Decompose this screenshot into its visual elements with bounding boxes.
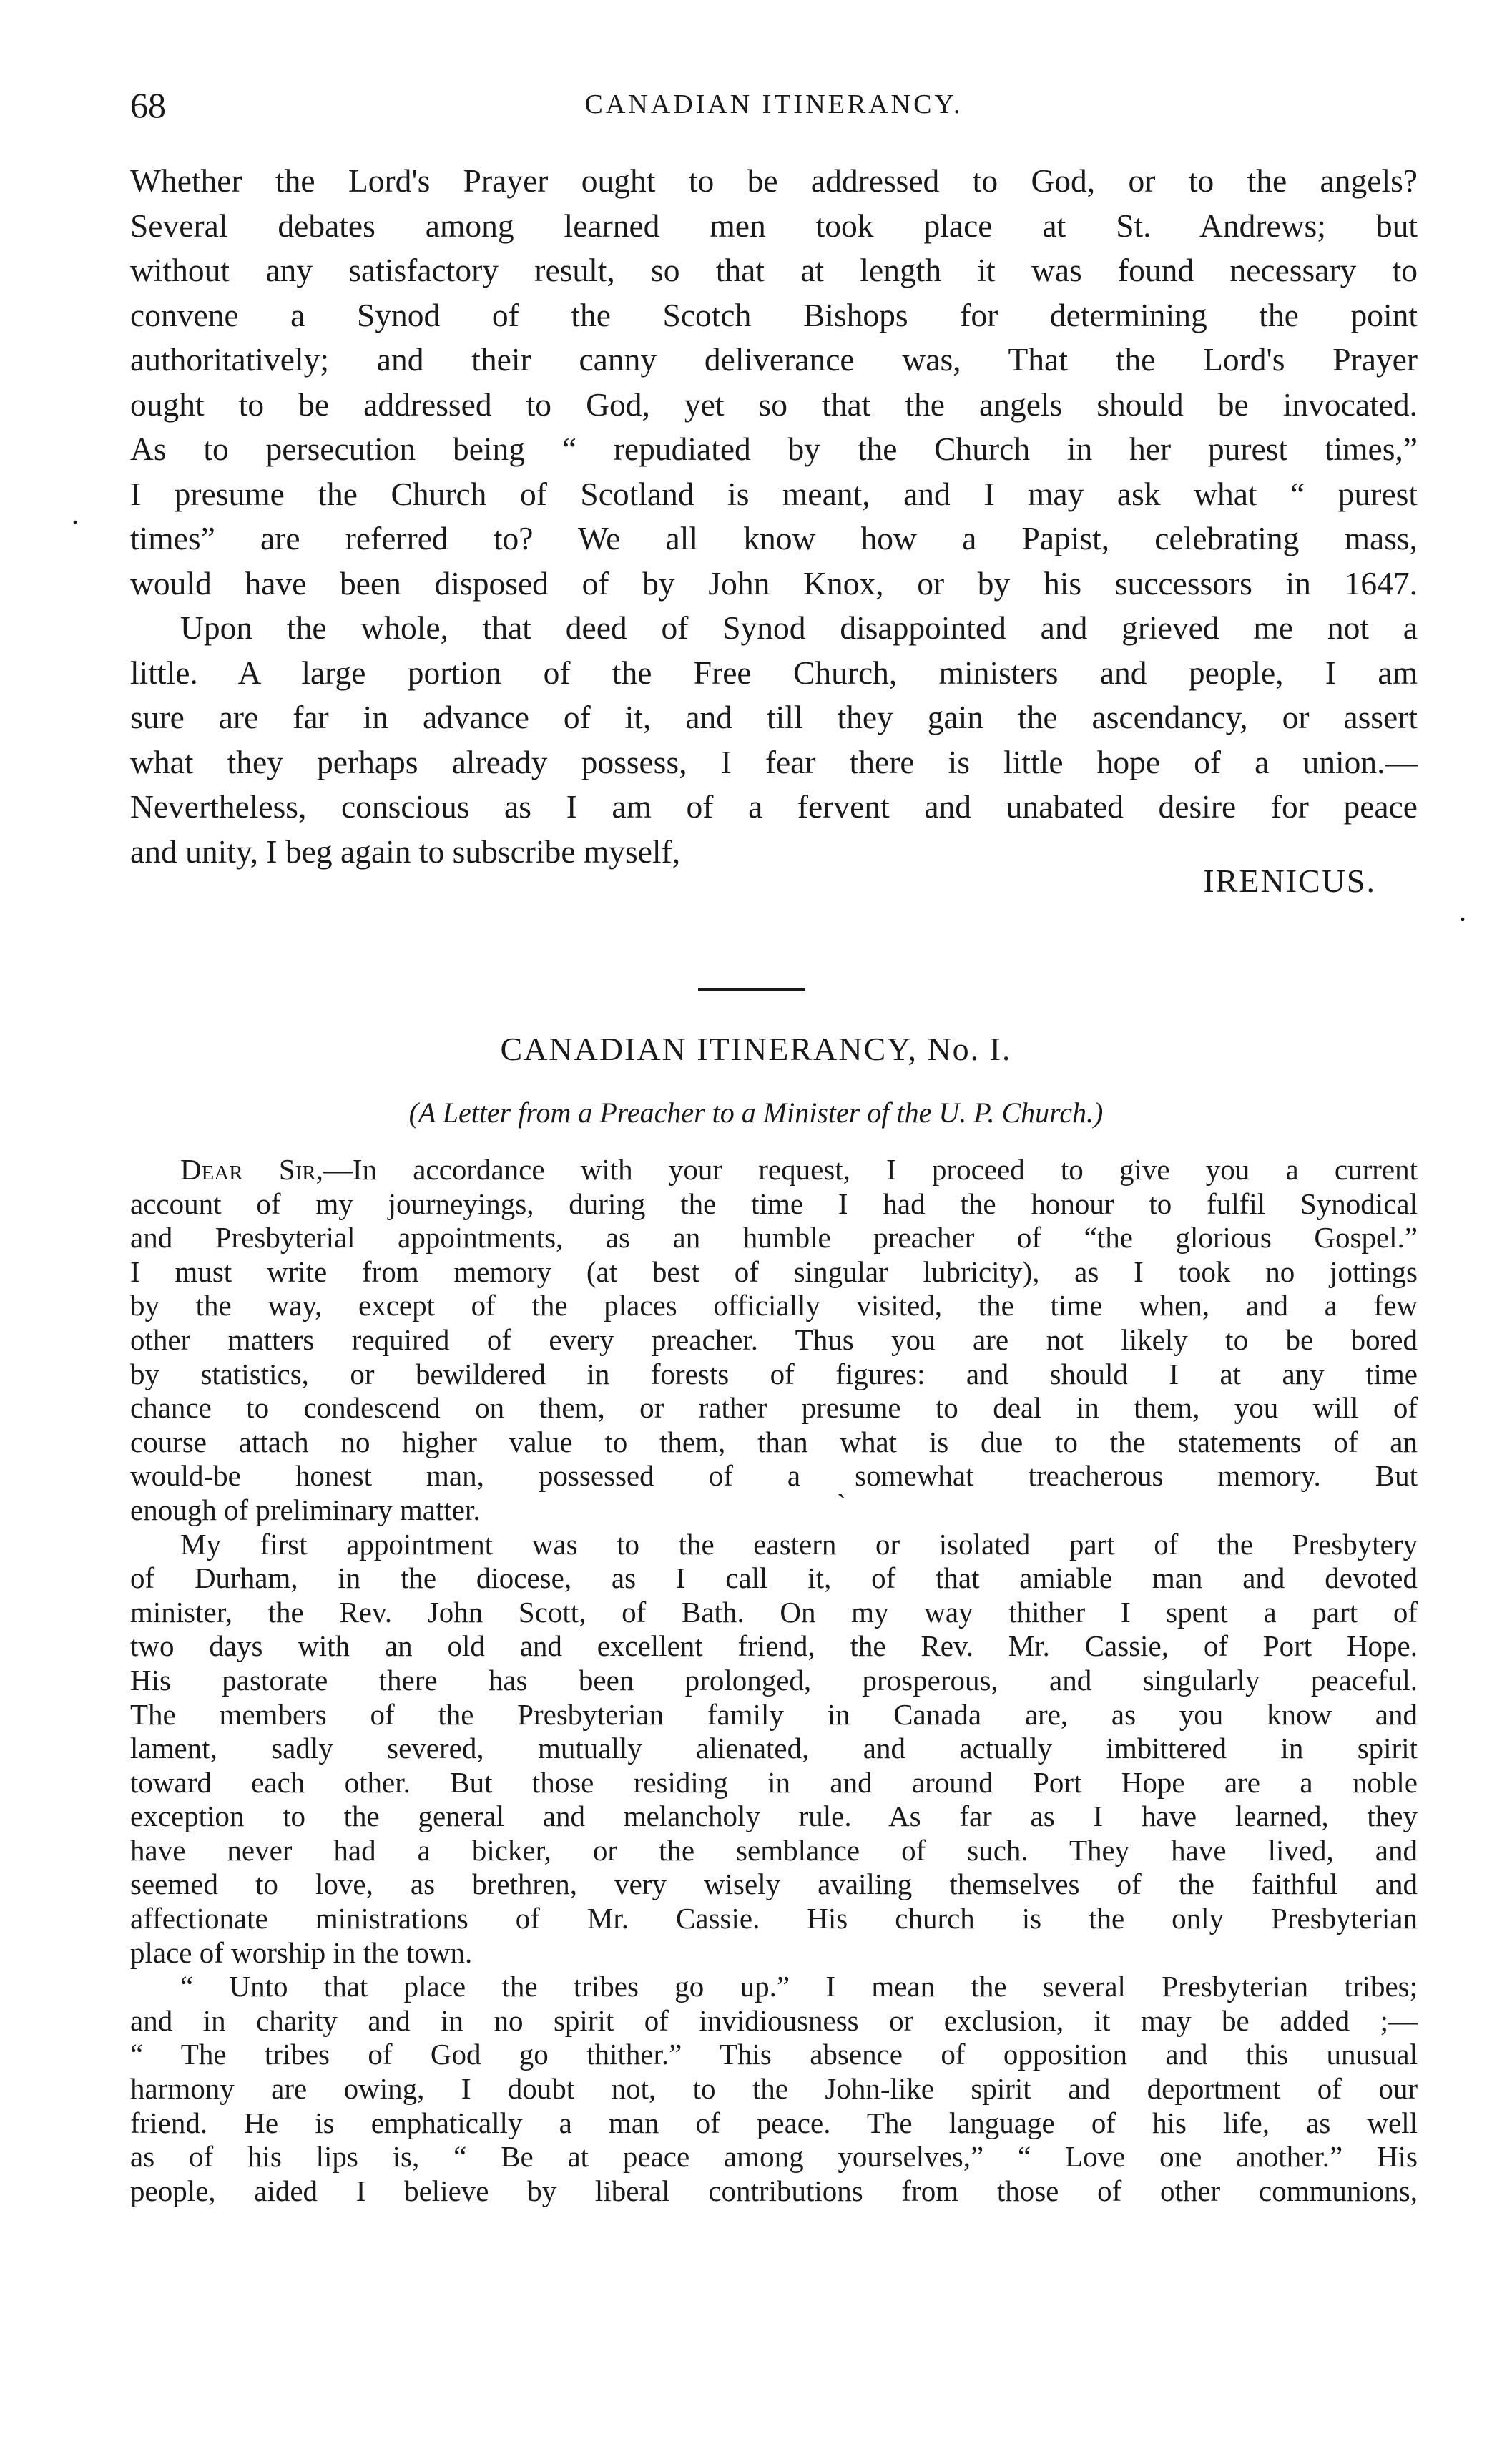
letter-body xyxy=(130,1153,1418,2208)
text-line: without any satisfactory result, so that at length it was found necessary to xyxy=(130,252,1418,288)
text-line: chance to condescend on them, or rather presume to deal in them, you will of xyxy=(130,1391,1418,1425)
text-line: affectionate ministrations of Mr. Cassie. His church is the only Presbyterian xyxy=(130,1902,1418,1935)
text-line: Several debates among learned men took place at St. Andrews; but xyxy=(130,207,1418,244)
text-line: Nevertheless, conscious as I am of a fervent and unabated desire for peace xyxy=(130,788,1418,825)
margin-speck: . xyxy=(72,498,79,530)
text-line: and in charity and in no spirit of invidiousness or exclusion, it may be added ;— xyxy=(130,2003,1418,2037)
text-line: Upon the whole, that deed of Synod disappointed and grieved me not a xyxy=(180,609,1418,646)
text-line: “ Unto that place the tribes go up.” I mean the several Presbyterian tribes; xyxy=(180,1970,1418,2003)
text-line: ought to be addressed to God, yet so that the angels should be invocated. xyxy=(130,386,1418,423)
signature: IRENICUS. xyxy=(1203,863,1376,899)
text-line: exception to the general and melancholy rule. As far as I have learned, they xyxy=(130,1800,1418,1833)
letter-line-first xyxy=(130,1153,1418,1187)
text-line: My first appointment was to the eastern or isolated part of the Presbytery xyxy=(180,1527,1418,1561)
text-line: minister, the Rev. John Scott, of Bath. On my way thither I spent a part of xyxy=(130,1595,1418,1629)
text-line: account of my journeyings, during the time I had the honour to fulfil Synodical xyxy=(130,1187,1418,1220)
page-number: 68 xyxy=(130,85,166,125)
text-line: would have been disposed of by John Knox, or by his successors in 1647. xyxy=(130,564,1418,602)
text-line: authoritatively; and their canny deliverance was, That the Lord's Prayer xyxy=(130,341,1418,378)
text-line: other matters required of every preacher. Thus you are not likely to be bored xyxy=(130,1322,1418,1356)
text-line: —In accordance with your request, I proceed to give you a current xyxy=(323,1153,1418,1186)
text-line: two days with an old and excellent friend, the Rev. Mr. Cassie, of Port Hope. xyxy=(130,1629,1418,1663)
text-line: sure are far in advance of it, and till they gain the ascendancy, or assert xyxy=(130,699,1418,735)
article-title: CANADIAN ITINERANCY, No. I. xyxy=(500,1031,1012,1067)
text-line: by statistics, or bewildered in forests of figures: and should I at any time xyxy=(130,1357,1418,1390)
margin-speck: ` xyxy=(837,1488,847,1521)
text-line: would-be honest man, possessed of a somewhat treacherous memory. But xyxy=(130,1459,1418,1493)
text-line: of Durham, in the diocese, as I call it, of that amiable man and devoted xyxy=(130,1561,1418,1595)
text-line: convene a Synod of the Scotch Bishops for determining the point xyxy=(130,296,1418,333)
margin-speck: . xyxy=(1459,895,1466,927)
text-line: by the way, except of the places officially visited, the time when, and a few xyxy=(130,1289,1418,1322)
text-line: toward each other. But those residing in and around Port Hope are a noble xyxy=(130,1765,1418,1799)
text-line: lament, sadly severed, mutually alienated, and actually imbittered in spirit xyxy=(130,1732,1418,1765)
text-line: and Presbyterial appointments, as an humble preacher of “the glorious Gospel.” xyxy=(130,1221,1418,1255)
text-line: I must write from memory (at best of singular lubricity), as I took no jottings xyxy=(130,1255,1418,1288)
text-line: course attach no higher value to them, than what is due to the statements of an xyxy=(130,1425,1418,1458)
text-line: seemed to love, as brethren, very wisely availing themselves of the faithful and xyxy=(130,1868,1418,1901)
text-line: enough of preliminary matter. xyxy=(130,1493,481,1526)
text-line: As to persecution being “ repudiated by the Church in her purest times,” xyxy=(130,431,1418,467)
section-divider xyxy=(698,988,805,991)
text-line: Whether the Lord's Prayer ought to be addressed to God, or to the angels? xyxy=(130,162,1418,199)
text-line: have never had a bicker, or the semblance of such. They have lived, and xyxy=(130,1833,1418,1867)
text-line: place of worship in the town. xyxy=(130,1935,473,1969)
text-line: I presume the Church of Scotland is meant, and I may ask what “ purest xyxy=(130,475,1418,512)
text-line: “ The tribes of God go thither.” This absence of opposition and this unusual xyxy=(130,2038,1418,2071)
text-line: people, aided I believe by liberal contributions from those of other communions, xyxy=(130,2174,1418,2207)
text-line: harmony are owing, I doubt not, to the John-like spirit and deportment of our xyxy=(130,2072,1418,2106)
text-line: as of his lips is, “ Be at peace among yourselves,” “ Love one another.” His xyxy=(130,2140,1418,2174)
text-line: The members of the Presbyterian family in Canada are, as you know and xyxy=(130,1697,1418,1731)
text-line: what they perhaps already possess, I fear there is little hope of a union.— xyxy=(130,743,1418,780)
continuation-text xyxy=(130,159,1418,874)
text-line: His pastorate there has been prolonged, prosperous, and singularly peaceful. xyxy=(130,1663,1418,1697)
text-line: and unity, I beg again to subscribe myself, xyxy=(130,833,681,870)
text-line: friend. He is emphatically a man of peace. The language of his life, as well xyxy=(130,2106,1418,2139)
text-line: little. A large portion of the Free Church, ministers and people, I am xyxy=(130,654,1418,691)
article-subtitle: (A Letter from a Preacher to a Minister of the U. P. Church.) xyxy=(408,1096,1104,1129)
running-head: CANADIAN ITINERANCY. xyxy=(584,89,963,119)
salutation: Dear Sir, xyxy=(180,1153,323,1186)
text-line: times” are referred to? We all know how a Papist, celebrating mass, xyxy=(130,520,1418,556)
page-header xyxy=(130,84,1418,134)
